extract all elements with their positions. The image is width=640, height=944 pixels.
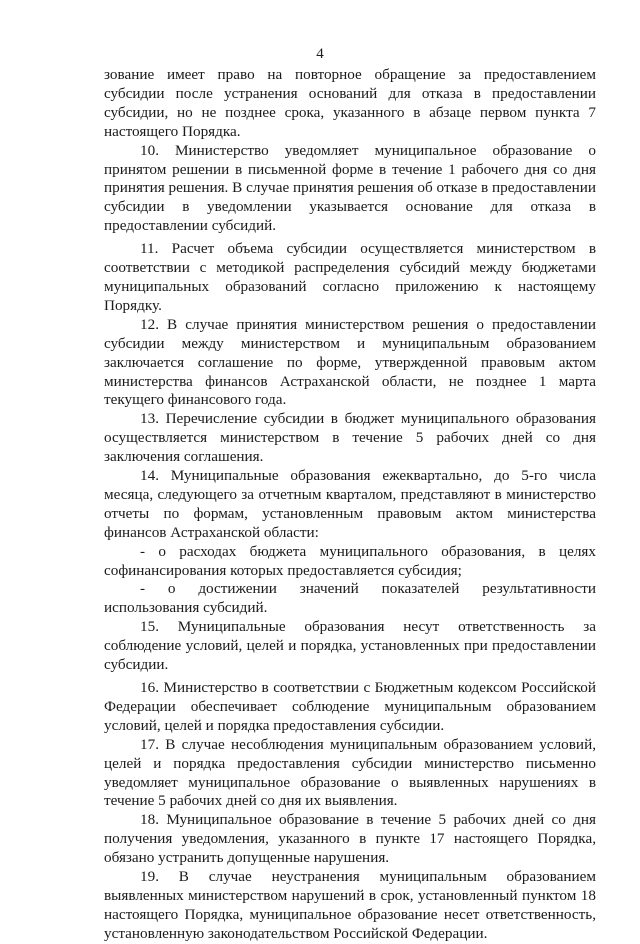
paragraph: 13. Перечисление субсидии в бюджет муниципального образования осуществляется министерством в течение 5 рабочих дней со дня заключения соглашения. <box>104 410 596 466</box>
paragraph: 12. В случае принятия министерством решения о предоставлении субсидии между министерством и муниципальным образованием заключается соглашение по форме, утвержденной правовым актом министерства финансов Астраханской области, не позднее 1 марта текущего финансового года. <box>104 315 596 409</box>
paragraph: зование имеет право на повторное обращение за предоставлением субсидии после устранения оснований для отказа в предоставлении субсидии, но не позднее срока, указанного в абзаце первом пункта 7 настоящего Порядка. <box>104 66 596 140</box>
paragraph: 16. Министерство в соответствии с Бюджетным кодексом Российской Федерации обеспечивает соблюдение муниципальным образованием условий, целей и порядка предоставления субсидии. <box>104 679 596 734</box>
document-body <box>104 66 596 944</box>
page-number: 4 <box>316 46 324 62</box>
paragraph: 14. Муниципальные образования ежеквартально, до 5-го числа месяца, следующего за отчетным кварталом, представляют в министерство отчеты по формам, установленным правовым актом министерства финансов Астраханской области: <box>104 467 596 541</box>
paragraph: 10. Министерство уведомляет муниципальное образование о принятом решении в письменной форме в течение 1 рабочего дня со дня принятия решения. В случае принятия решения об отказе в предоставлении субсидии в уведомлении указывается основание для отказа в предоставлении субсидий. <box>104 141 596 235</box>
paragraph: 11. Расчет объема субсидии осуществляется министерством в соответствии с методикой распределения субсидий между бюджетами муниципальных образований согласно приложению к настоящему Порядку. <box>104 240 596 314</box>
paragraph: 19. В случае неустранения муниципальным образованием выявленных министерством нарушений в срок, установленный пунктом 18 настоящего Порядка, муниципальное образование несет ответственность, установленную законодательством Российской Федерации. <box>104 868 596 942</box>
paragraph: - о расходах бюджета муниципального образования, в целях софинансирования которых предоставляется субсидия; <box>104 542 596 579</box>
paragraph: 15. Муниципальные образования несут ответственность за соблюдение условий, целей и порядка, установленных при предоставлении субсидии. <box>104 618 596 674</box>
paragraph: - о достижении значений показателей результативности использования субсидий. <box>104 580 596 617</box>
paragraph: 17. В случае несоблюдения муниципальным образованием условий, целей и порядка предоставления субсидии министерство письменно уведомляет муниципальное образование о выявленных нарушениях в течение 5 рабочих дней со дня их выявления. <box>104 735 596 810</box>
paragraph: 18. Муниципальное образование в течение 5 рабочих дней со дня получения уведомления, указанного в пункте 17 настоящего Порядка, обязано устранить допущенные нарушения. <box>104 811 596 867</box>
